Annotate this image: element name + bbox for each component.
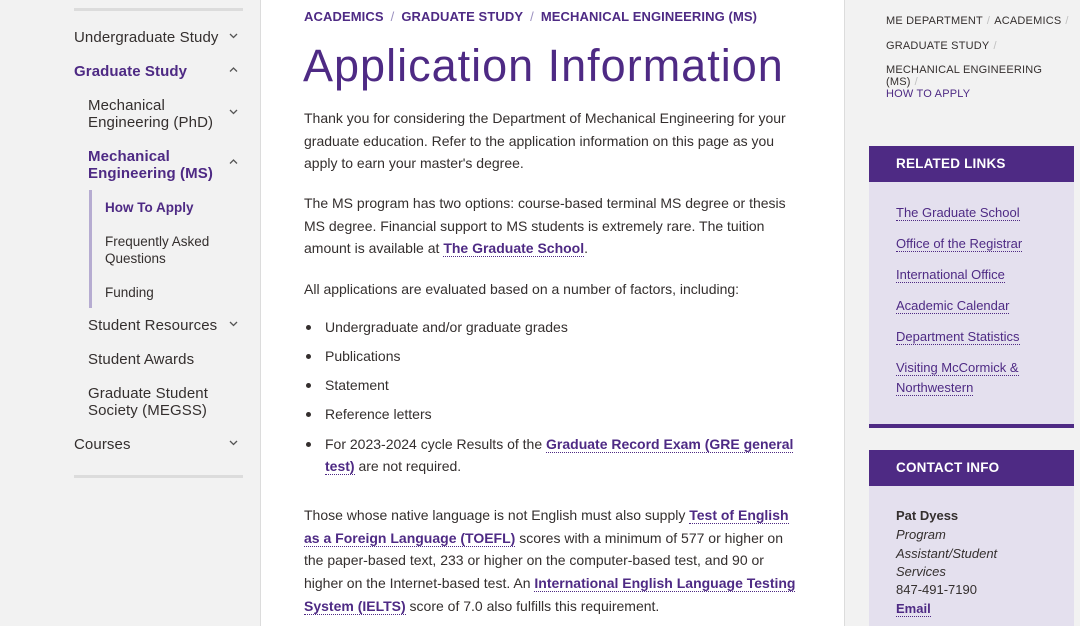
nav-courses[interactable]: Courses: [74, 436, 131, 453]
divider: [74, 475, 243, 478]
divider: [74, 8, 243, 11]
left-sidebar: [0, 0, 261, 626]
breadcrumb-me-ms[interactable]: MECHANICAL ENGINEERING (MS): [540, 9, 758, 24]
list-item: Statement: [325, 377, 389, 393]
related-links-heading: RELATED LINKS: [869, 146, 1074, 182]
list-item: Undergraduate and/or graduate grades: [325, 319, 568, 335]
submenu-bar: [89, 190, 92, 308]
breadcrumb-separator: /: [530, 9, 534, 24]
bullet-icon: [306, 383, 311, 388]
list-item: [325, 433, 795, 477]
related-link-international-office[interactable]: International Office: [896, 267, 1005, 282]
nav-me-ms[interactable]: Mechanical Engineering (MS): [88, 148, 213, 182]
breadcrumb: [304, 9, 757, 24]
breadcrumb-academics[interactable]: ACADEMICS: [304, 9, 384, 24]
graduate-school-link[interactable]: The Graduate School: [443, 240, 585, 257]
nav-student-resources[interactable]: Student Resources: [88, 317, 218, 334]
chevron-down-icon[interactable]: [229, 319, 238, 328]
panel-bottom-rule: [869, 424, 1074, 428]
period: .: [584, 240, 589, 257]
contact-name: Pat Dyess: [896, 508, 959, 523]
nav-me-phd[interactable]: Mechanical Engineering (PhD): [88, 97, 214, 131]
right-crumb-graduate-study[interactable]: GRADUATE STUDY: [886, 40, 990, 52]
nav-graduate-study[interactable]: Graduate Study: [74, 63, 188, 80]
chevron-up-icon[interactable]: [229, 65, 238, 74]
toefl-link[interactable]: Test of English as a Foreign Language (TOEFL): [304, 507, 789, 546]
list-item: Reference letters: [325, 406, 432, 422]
right-breadcrumb-row: GRADUATE STUDY /: [886, 40, 997, 52]
main-content: [261, 0, 845, 626]
factors-paragraph: All applications are evaluated based on a number of factors, including:: [304, 281, 740, 297]
breadcrumb-graduate-study[interactable]: GRADUATE STUDY: [401, 9, 524, 24]
right-breadcrumb-row: MECHANICAL ENGINEERING (MS) /: [886, 64, 1043, 88]
nav-how-to-apply[interactable]: How To Apply: [105, 200, 194, 215]
bullet-icon: [306, 442, 311, 447]
nav-megss[interactable]: Graduate Student Society (MEGSS): [88, 385, 209, 419]
page-title: Application Information: [303, 40, 784, 91]
breadcrumb-separator: /: [390, 9, 395, 24]
right-crumb-me-ms[interactable]: MECHANICAL ENGINEERING (MS): [886, 64, 1043, 88]
related-link-graduate-school[interactable]: The Graduate School: [896, 205, 1020, 220]
contact-role: Program Assistant/Student Services: [896, 527, 998, 579]
nav-faq[interactable]: Frequently Asked Questions: [105, 234, 210, 266]
related-link-visiting[interactable]: Visiting McCormick & Northwestern: [896, 360, 1019, 395]
intro-paragraph: Thank you for considering the Department of Mechanical Engineering for your graduate education. Refer to the application information on this page as you apply to earn your master's degree.: [304, 110, 786, 172]
ielts-link[interactable]: International English Language Testing System (IELTS): [304, 575, 796, 614]
nav-student-awards[interactable]: Student Awards: [88, 351, 195, 368]
right-crumb-how-to-apply: HOW TO APPLY: [886, 88, 971, 100]
chevron-down-icon[interactable]: [229, 107, 238, 116]
chevron-up-icon[interactable]: [229, 157, 238, 166]
bullet-icon: [306, 412, 311, 417]
right-crumb-me-department[interactable]: ME DEPARTMENT: [886, 15, 983, 27]
related-link-department-statistics[interactable]: Department Statistics: [896, 329, 1020, 344]
bullet-icon: [306, 325, 311, 330]
language-paragraph: [304, 504, 804, 618]
language-text: Those whose native language is not English must also supply: [304, 507, 690, 523]
chevron-down-icon[interactable]: [229, 438, 238, 447]
nav-funding[interactable]: Funding: [105, 285, 154, 300]
right-crumb-academics[interactable]: ACADEMICS: [994, 15, 1062, 27]
nav-undergraduate-study[interactable]: Undergraduate Study: [74, 29, 219, 46]
list-item: Publications: [325, 348, 401, 364]
related-link-academic-calendar[interactable]: Academic Calendar: [896, 298, 1010, 313]
contact-info-heading: CONTACT INFO: [869, 450, 1074, 486]
contact-email-link[interactable]: Email: [896, 601, 931, 616]
program-text: The MS program has two options: course-based terminal MS degree or thesis MS degree. Financial support to MS students is extremely rare. The tuition amount is available at: [304, 195, 786, 257]
contact-phone: 847-491-7190: [896, 582, 977, 597]
gre-link[interactable]: Graduate Record Exam (GRE general test): [325, 436, 794, 474]
right-sidebar: [846, 0, 1080, 626]
language-text: scores with a minimum of 577 or higher on the paper-based text, 233 or higher on the computer-based test, and 90 or higher on the Internet-based test. An: [304, 529, 784, 592]
chevron-down-icon[interactable]: [229, 31, 238, 40]
bullet-icon: [306, 354, 311, 359]
gre-text-end: are not required.: [354, 458, 462, 474]
language-text: score of 7.0 also fulfills this requirement.: [405, 597, 660, 614]
program-paragraph: [304, 192, 804, 260]
right-breadcrumb-row: ME DEPARTMENT / ACADEMICS /: [886, 15, 1069, 27]
related-link-registrar[interactable]: Office of the Registrar: [896, 236, 1023, 251]
gre-text: For 2023-2024 cycle Results of the: [325, 436, 547, 452]
